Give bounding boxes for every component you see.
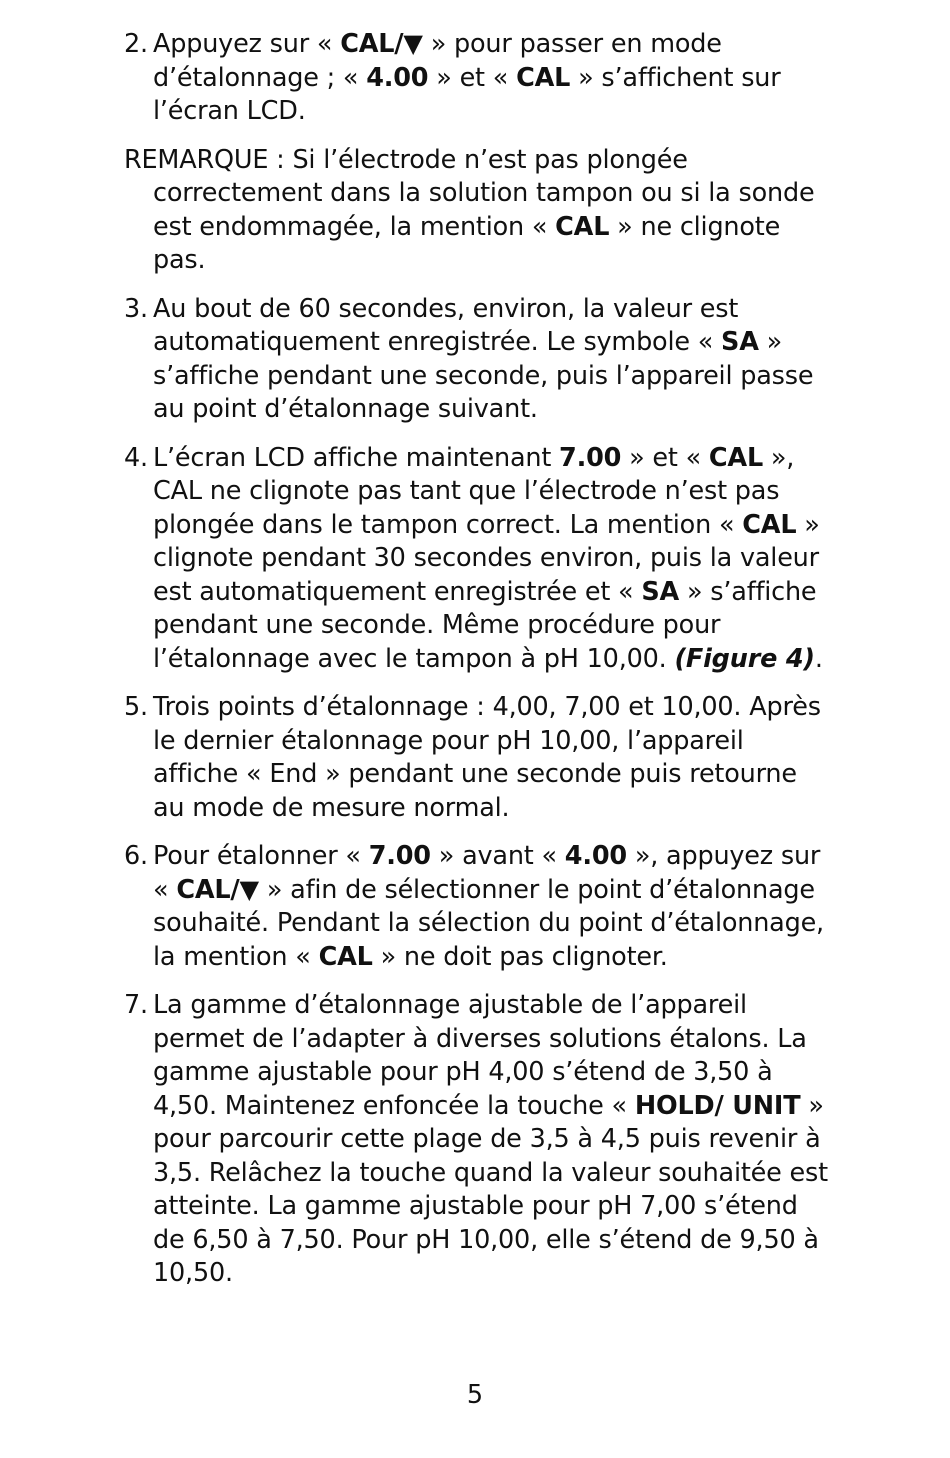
step-text [153, 691, 834, 825]
step-6 [124, 840, 834, 974]
bold-term: CAL/▼ [340, 29, 423, 59]
step-4 [124, 442, 834, 677]
text-run: L’écran LCD affiche maintenant [153, 442, 560, 473]
step-5 [124, 691, 834, 825]
text-run: » avant « [430, 841, 565, 871]
bold-term: CAL [516, 62, 571, 93]
text-run: », CAL ne clignote pas tant que l’électrode n’est pas plongée dans le tampon correct. La mention « [153, 442, 795, 540]
step-number: 5. [124, 692, 148, 722]
manual-page-content [124, 28, 834, 1306]
text-run: » pour passer en mode d’étalonnage ; « [153, 29, 722, 93]
remark-note [124, 144, 834, 278]
step-number: 6. [124, 841, 148, 871]
bold-term: CAL/▼ [176, 874, 259, 905]
text-run: . [814, 643, 823, 674]
bold-term: 4.00 [564, 841, 627, 871]
step-text [153, 442, 834, 677]
bold-term: CAL [318, 941, 373, 972]
text-run: REMARQUE : Si l’électrode n’est pas plongée correctement dans la solution tampon ou si la sonde est endommagée, la mention « [124, 144, 815, 242]
page-number: 5 [466, 1380, 484, 1410]
step-number: 2. [124, 29, 148, 59]
text-run: » s’affiche pendant une seconde. Même procédure pour l’étalonnage avec le tampon à pH 10,00. [153, 576, 817, 674]
bold-term: SA [721, 327, 759, 357]
text-run: » clignote pendant 30 secondes environ, puis la valeur est automatiquement enregistrée et « [153, 509, 820, 607]
bold-term: HOLD/ UNIT [634, 1090, 801, 1121]
text-run: » s’affichent sur l’écran LCD. [153, 62, 781, 126]
step-text [153, 840, 834, 974]
text-run: » et « [621, 442, 709, 473]
text-run: » pour parcourir cette plage de 3,5 à 4,5 puis revenir à 3,5. Relâchez la touche quand la valeur souhaitée est atteinte. La gamme ajustable pour pH 7,00 s’étend de 6,50 à 7,50. Pour pH 10,00, elle s’étend de 9,50 à 10,50. [153, 1090, 828, 1288]
step-number: 7. [124, 990, 148, 1020]
bold-term: CAL [708, 442, 763, 473]
bold-term: 7.00 [368, 841, 431, 871]
bold-term: SA [641, 576, 680, 607]
text-run: » ne clignote pas. [153, 211, 781, 275]
step-number: 3. [124, 293, 148, 324]
bold-term: 4.00 [366, 62, 429, 93]
text-run: Au bout de 60 secondes, environ, la valeur est automatiquement enregistrée. Le symbole « [153, 293, 739, 357]
step-text [153, 293, 834, 427]
step-text [153, 28, 834, 129]
step-text [153, 989, 834, 1291]
text-run: », appuyez sur « [153, 841, 821, 905]
bold-term: 7.00 [559, 442, 622, 473]
step-number: 4. [124, 442, 148, 473]
bold-term: CAL [555, 211, 610, 242]
bold-term: CAL [742, 509, 797, 540]
text-run: Pour étalonner « [153, 841, 369, 871]
figure-reference: (Figure 4) [674, 643, 815, 674]
text-run: » ne doit pas clignoter. [372, 941, 668, 972]
text-run: » et « [428, 62, 517, 93]
text-run: La gamme d’étalonnage ajustable de l’appareil permet de l’adapter à diverses solutions étalons. La gamme ajustable pour pH 4,00 s’étend de 3,50 à 4,50. Maintenez enfoncée la touche « [153, 990, 807, 1121]
step-7 [124, 989, 834, 1291]
text-run: » s’affiche pendant une seconde, puis l’appareil passe au point d’étalonnage suivant. [153, 327, 814, 424]
text-run: Appuyez sur « [153, 29, 341, 59]
text-run: Trois points d’étalonnage : 4,00, 7,00 et 10,00. Après le dernier étalonnage pour pH 10,00, l’appareil affiche « End » pendant une seconde puis retourne au mode de mesure normal. [153, 692, 821, 823]
text-run: » afin de sélectionner le point d’étalonnage souhaité. Pendant la sélection du point d’étalonnage, la mention « [153, 874, 824, 972]
step-2 [124, 28, 834, 129]
step-3 [124, 293, 834, 427]
